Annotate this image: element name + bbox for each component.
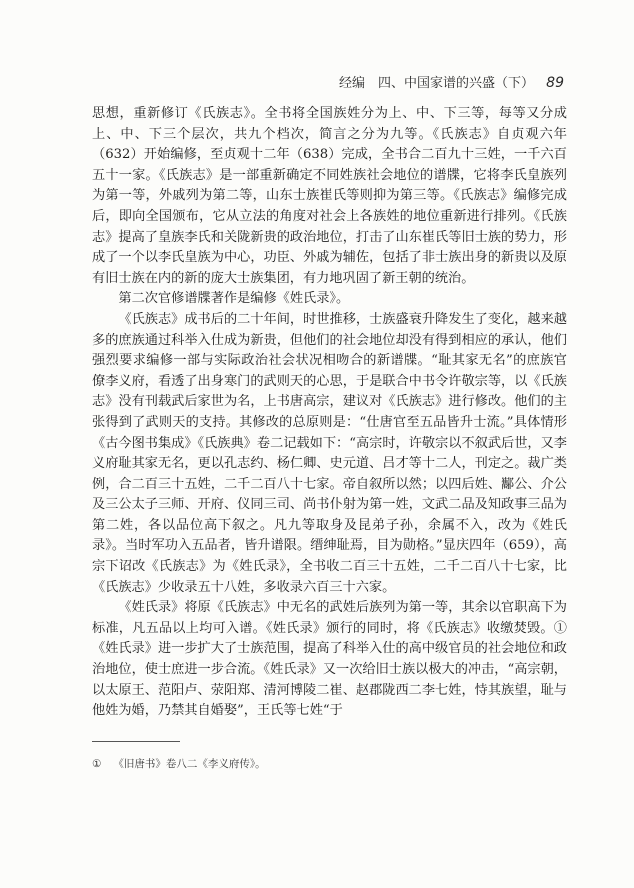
paragraph-2: 第二次官修谱牒著作是编修《姓氏录》。 — [118, 291, 350, 307]
page-number: 89 — [546, 75, 564, 91]
running-title: 经编 四、中国家谱的兴盛（下） — [339, 76, 535, 91]
running-header — [339, 72, 564, 91]
footnote-text: 《旧唐书》卷八二《李义府传》。 — [113, 758, 266, 770]
footnote-divider — [92, 741, 180, 742]
paragraph-4: 《姓氏录》将原《氏族志》中无名的武姓后族列为第一等，其余以官职高下为标准，凡五品以上均可入谱。《姓氏录》颁行的同时，将《氏族志》收缴焚毁。①《姓氏录》进一步扩大了士族范围，提高了科举入仕的高中级官员的社会地位和政治地位，使士庶进一步合流。《姓氏录》又一次给旧士族以极大的冲击，“高宗朝，以太原王、范阳卢、荥阳郑、清河博陵二崔、赵郡陇西二李七姓，恃其族望，耻与他姓为婚，乃禁其自婚娶”，王氏等七姓“于 — [92, 600, 567, 719]
footnote — [92, 756, 266, 771]
paragraph-3: 《氏族志》成书后的二十年间，时世推移，士族盛衰升降发生了变化，越来越多的庶族通过科举入仕成为新贵，但他们的社会地位却没有得到相应的承认，他们强烈要求编修一部与实际政治社会状况相吻合的新谱牒。“耻其家无名”的庶族官僚李义府，看透了出身寒门的武则天的心思，于是联合中书令许敬宗等，以《氏族志》没有刊载武后家世为名，上书唐高宗，建议对《氏族志》进行修改。他们的主张得到了武则天的支持。其修改的总原则是：“仕唐官至五品皆升士流。”具体情形《古今图书集成》《氏族典》卷二记载如下：“高宗时，许敬宗以不叙武后世，又李义府耻其家无名，更以孔志约、杨仁卿、史元道、吕才等十二人，刊定之。裁广类例，合二百三十五姓，二千二百八十七家。帝自叙所以然；以四后姓、酅公、介公及三公太子三师、开府、仪同三司、尚书仆射为第一姓，文武二品及知政事三品为第二姓，各以品位高下叙之。凡九等取身及昆弟子孙，余属不入，改为《姓氏录》。当时军功入五品者，皆升谱限。缙绅耻焉，目为勋格。”显庆四年（659），高宗下诏改《氏族志》为《姓氏录》，全书收二百三十五姓，二千二百八十七家，比《氏族志》少收录五十八姓，多收录六百三十六家。 — [92, 311, 567, 595]
paragraph-1: 思想，重新修订《氏族志》。全书将全国族姓分为上、中、下三等，每等又分成上、中、下三个层次，共九个档次，简言之分为九等。《氏族志》自贞观六年（632）开始编修，至贞观十二年（638）完成，全书合二百九十三姓，一千六百五十一家。《氏族志》是一部重新确定不同姓族社会地位的谱牒，它将李氏皇族列为第一等，外戚列为第二等，山东士族崔氏等则抑为第三等。《氏族志》编修完成后，即向全国颁布，它从立法的角度对社会上各族姓的地位重新进行排列。《氏族志》提高了皇族李氏和关陇新贵的政治地位，打击了山东崔氏等旧士族的势力，形成了一个以李氏皇族为中心，功臣、外戚为辅佐，包括了非士族出身的新贵以及原有旧士族在内的新的庞大士族集团，有力地巩固了新王朝的统治。 — [92, 106, 567, 286]
footnote-mark: ① — [92, 758, 102, 770]
body-text — [92, 104, 567, 722]
